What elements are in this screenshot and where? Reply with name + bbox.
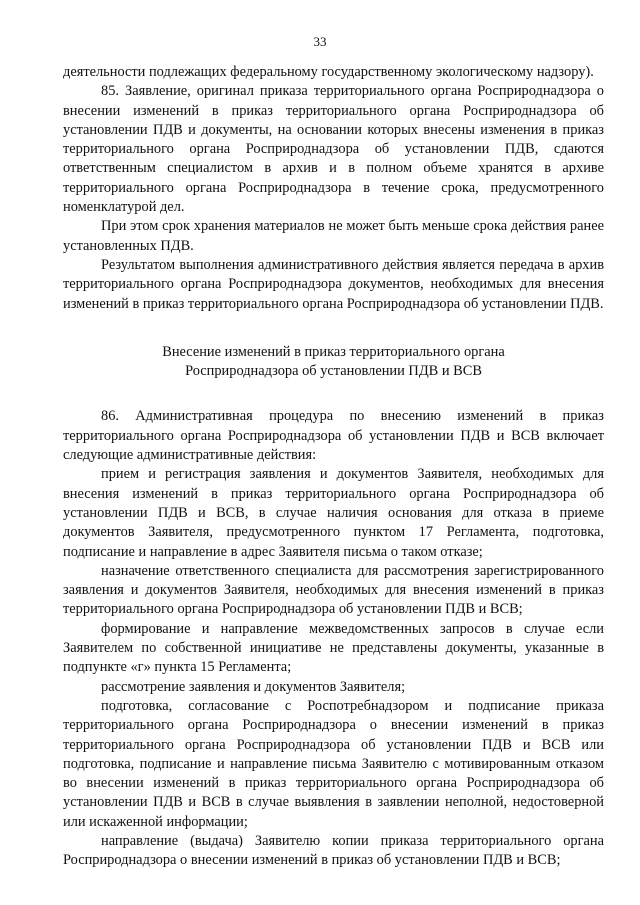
section-heading-line-2: Росприроднадзора об установлении ПДВ и ВСВ (185, 363, 482, 380)
list-item-review: рассмотрение заявления и документов Заявителя; (101, 678, 406, 695)
page-number: 33 (313, 34, 327, 49)
list-item-preparation: подготовка, согласование с Роспотребнадзором и подписание приказа территориального органа Росприроднадзора о внесении изменений в приказ территориального органа Росприроднадзора об установлении ПДВ и ВСВ или подготовка, подписание и направление письма Заявителю с мотивированным отказом во внесении изменений в приказ территориального органа Росприроднадзора об установлении ПДВ и ВСВ в случае выявления в заявлении неполной, недостоверной или искаженной информации; (63, 697, 604, 830)
document-body (63, 63, 604, 871)
list-item-issuance: направление (выдача) Заявителю копии приказа территориального органа Росприроднадзора о внесении изменений в приказ об установлении ПДВ и ВСВ; (63, 832, 604, 869)
list-item-reception: прием и регистрация заявления и документов Заявителя, необходимых для внесения изменений в приказ территориального органа Росприроднадзора об установлении ПДВ и ВСВ, в случае наличия основания для отказа в приеме документов Заявителя, предусмотренного пунктом 17 Регламента, подготовка, подписание и направление в адрес Заявителя письма о таком отказе; (63, 466, 604, 560)
paragraph-86: 86. Административная процедура по внесению изменений в приказ территориального органа Росприроднадзора об установлении ПДВ и ВСВ включает следующие административные действия: (63, 408, 604, 464)
section-heading (63, 343, 604, 382)
paragraph-continuation: деятельности подлежащих федеральному государственному экологическому надзору). (63, 64, 594, 80)
paragraph-85: 85. Заявление, оригинал приказа территориального органа Росприроднадзора о внесении изменений в приказ территориального органа Росприроднадзора об установлении ПДВ и документы, на основании которых внесены изменения в приказ территориального органа Росприроднадзора об установлении ПДВ, сдаются ответственным специалистом в архив и в полном объеме хранятся в архиве территориального органа Росприроднадзора в течение срока, предусмотренного номенклатурой дел. (63, 83, 604, 216)
paragraph-storage-term: При этом срок хранения материалов не может быть меньше срока действия ранее установленных ПДВ. (63, 218, 604, 254)
list-item-interagency-requests: формирование и направление межведомственных запросов в случае если Заявителем по собственной инициативе не представлены документы, указанные в подпункте «г» пункта 15 Регламента; (63, 620, 604, 676)
list-item-appointment: назначение ответственного специалиста для рассмотрения зарегистрированного заявления и документов Заявителя, необходимых для внесения изменений в приказ территориального органа Росприроднадзора об установлении ПДВ и ВСВ; (63, 562, 604, 618)
paragraph-result: Результатом выполнения административного действия является передача в архив территориального органа Росприроднадзора документов, необходимых для внесения изменений в приказ территориального органа Росприроднадзора об установлении ПДВ. (63, 256, 604, 312)
section-heading-line-1: Внесение изменений в приказ территориального органа (162, 343, 505, 360)
